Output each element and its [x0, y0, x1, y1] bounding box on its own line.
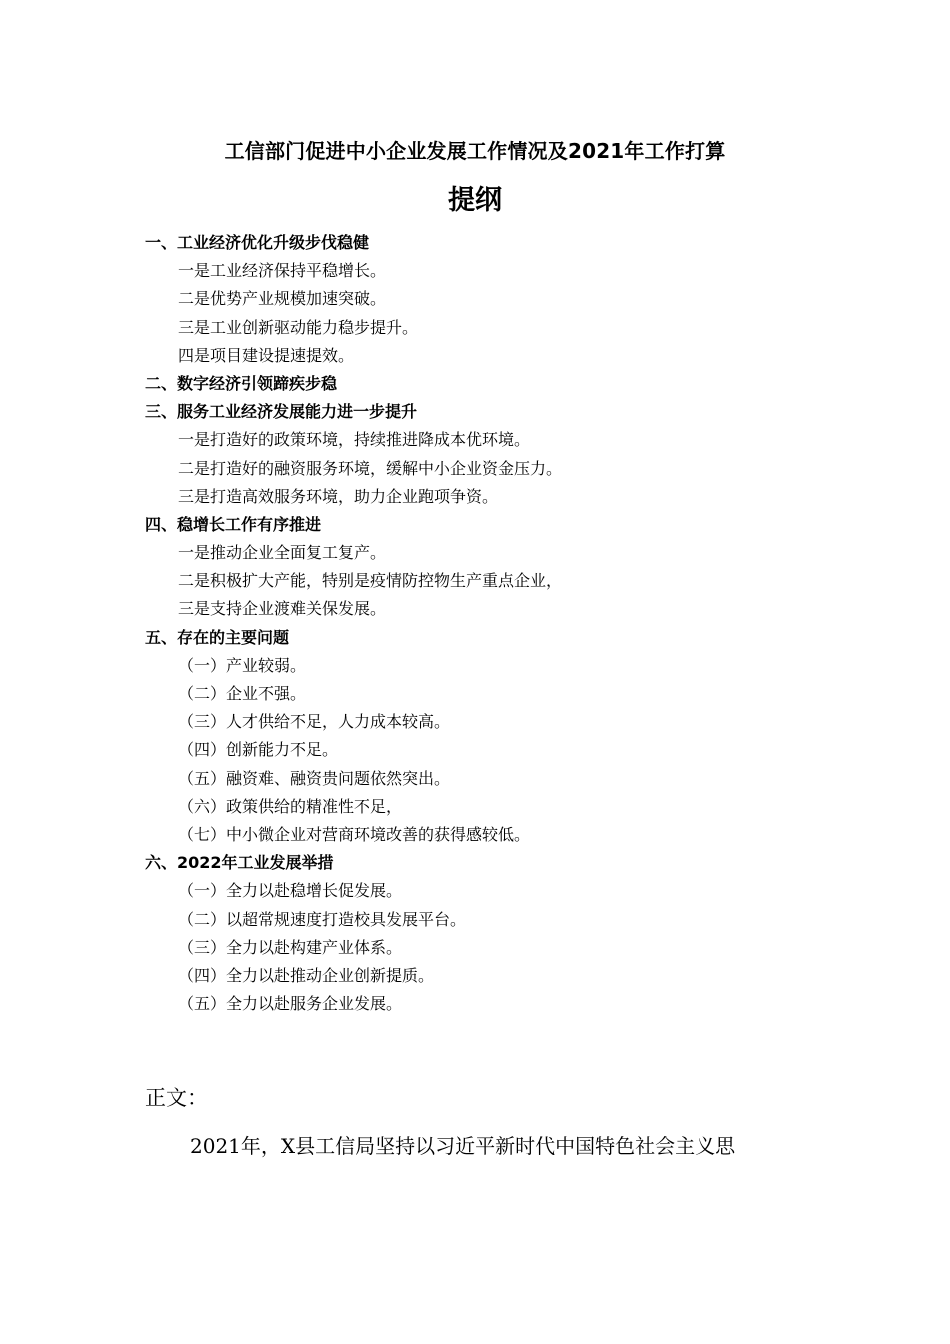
- body-paragraph: 2021年，X县工信局坚持以习近平新时代中国特色社会主义思: [190, 1134, 736, 1158]
- outline-heading: 二、数字经济引领蹄疾步稳: [145, 373, 338, 393]
- outline-heading: 四、稳增长工作有序推进: [145, 514, 322, 534]
- outline-item: （五）融资难、融资贵问题依然突出。: [178, 768, 451, 788]
- outline-item: 三是工业创新驱动能力稳步提升。: [178, 317, 419, 337]
- outline-item: （一）产业较弱。: [178, 655, 307, 675]
- outline-item: 一是推动企业全面复工复产。: [178, 543, 387, 563]
- outline-item: 一是工业经济保持平稳增长。: [178, 261, 387, 281]
- outline-item: （一）全力以赴稳增长促发展。: [178, 881, 403, 901]
- outline-item: （六）政策供给的精准性不足，: [178, 796, 403, 816]
- document-subtitle: 提纲: [448, 185, 502, 216]
- outline-heading: 五、存在的主要问题: [145, 627, 290, 647]
- outline-item: 二是积极扩大产能，特别是疫情防控物生产重点企业，: [178, 571, 563, 591]
- outline-heading: 六、2022年工业发展举措: [145, 853, 334, 873]
- outline-item: （二）以超常规速度打造校具发展平台。: [178, 909, 467, 929]
- outline-item: （三）人才供给不足，人力成本较高。: [178, 712, 451, 732]
- outline-item: （五）全力以赴服务企业发展。: [178, 994, 403, 1014]
- outline-item: 三是打造高效服务环境，助力企业跑项争资。: [178, 486, 499, 506]
- outline-item: （二）企业不强。: [178, 684, 307, 703]
- outline-item: 三是支持企业渡难关保发展。: [178, 599, 387, 619]
- outline-item: （四）全力以赴推动企业创新提质。: [178, 965, 435, 985]
- outline-item: 二是打造好的融资服务环境，缓解中小企业资金压力。: [178, 458, 563, 478]
- body-label: 正文：: [145, 1086, 208, 1110]
- outline-item: 一是打造好的政策环境，持续推进降成本优环境。: [178, 430, 531, 450]
- outline-heading: 三、服务工业经济发展能力进一步提升: [145, 402, 418, 422]
- outline-list: [145, 229, 845, 1018]
- outline-item: （三）全力以赴构建产业体系。: [178, 937, 403, 957]
- document-title: 工信部门促进中小企业发展工作情况及2021年工作打算: [224, 139, 726, 163]
- outline-item: 二是优势产业规模加速突破。: [178, 289, 387, 309]
- outline-heading: 一、工业经济优化升级步伐稳健: [145, 233, 370, 252]
- outline-item: 四是项目建设提速提效。: [178, 345, 355, 365]
- outline-item: （七）中小微企业对营商环境改善的获得感较低。: [178, 824, 531, 844]
- outline-item: （四）创新能力不足。: [178, 740, 339, 760]
